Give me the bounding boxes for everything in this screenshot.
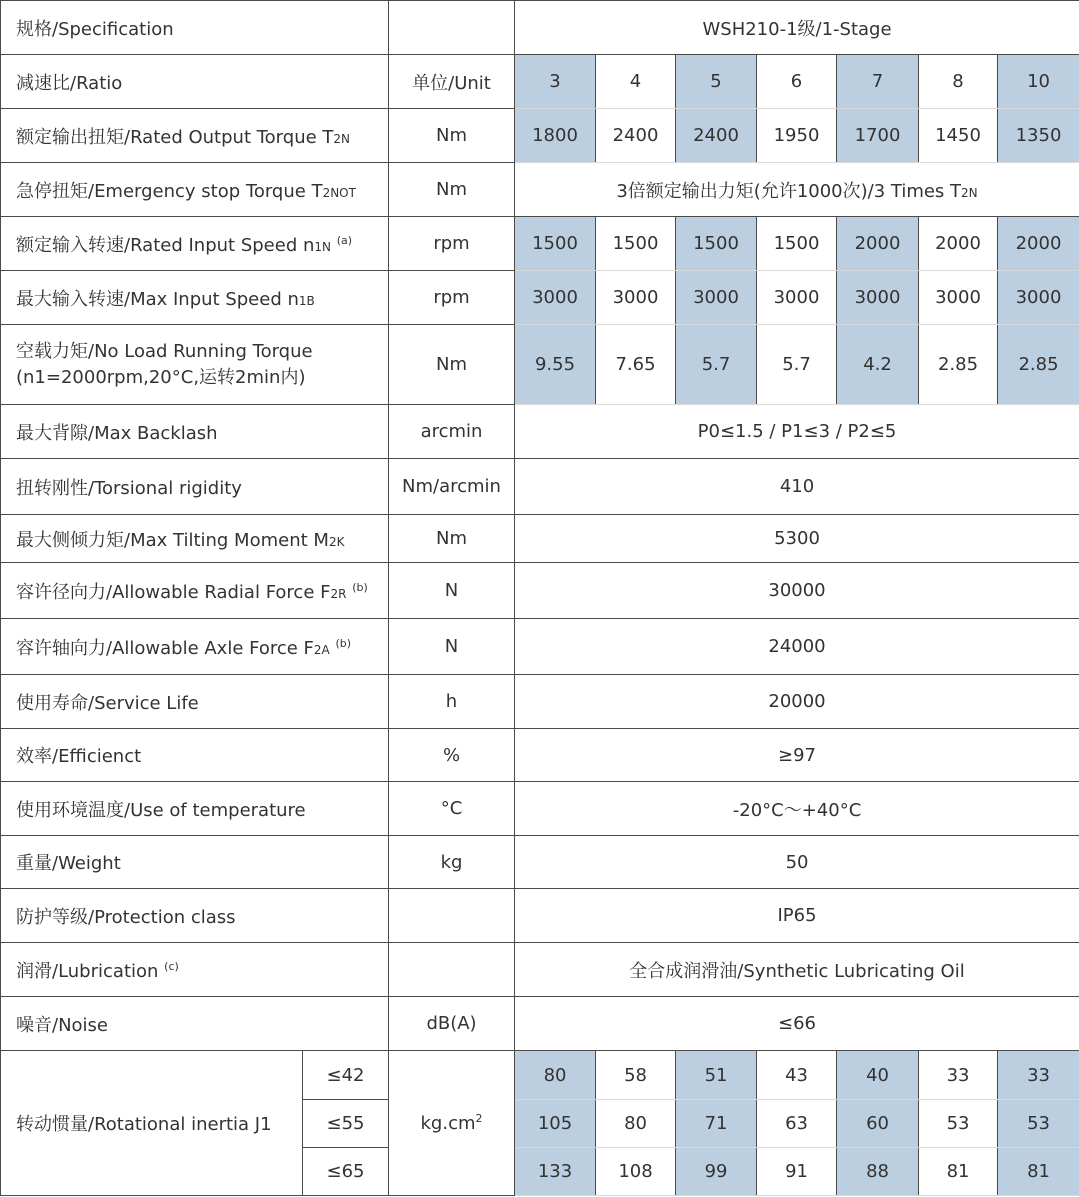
life-label: 使用寿命/Service Life xyxy=(1,675,389,729)
max-speed-cell: 3000 xyxy=(596,271,676,325)
ratio-unit: 单位/Unit xyxy=(389,55,515,109)
rated-torque-cell: 2400 xyxy=(676,109,757,163)
temperature-label: 使用环境温度/Use of temperature xyxy=(1,782,389,836)
ratio-cell: 3 xyxy=(515,55,596,109)
inertia-cell: 133 xyxy=(515,1148,596,1196)
lubrication-unit xyxy=(389,943,515,997)
no-load-cell: 4.2 xyxy=(837,325,919,405)
inertia-cell: 60 xyxy=(837,1100,919,1148)
inertia-cell: 43 xyxy=(757,1051,837,1100)
rated-speed-cell: 1500 xyxy=(596,217,676,271)
radial-value: 30000 xyxy=(515,563,1079,619)
ratio-cell: 6 xyxy=(757,55,837,109)
radial-label: 容许径向力/Allowable Radial Force F2R $^{(b)}$ xyxy=(1,563,389,619)
weight-label: 重量/Weight xyxy=(1,836,389,889)
tilting-value: 5300 xyxy=(515,515,1079,563)
row-ratio xyxy=(1,55,1079,109)
backlash-label: 最大背隙/Max Backlash xyxy=(1,405,389,459)
row-specification xyxy=(1,1,1079,55)
axial-label: 容许轴向力/Allowable Axle Force F2A $^{(b)}$ xyxy=(1,619,389,675)
rated-speed-cell: 1500 xyxy=(676,217,757,271)
noise-value: ≤66 xyxy=(515,997,1079,1051)
no-load-cell: 7.65 xyxy=(596,325,676,405)
max-speed-cell: 3000 xyxy=(998,271,1079,325)
ratio-cell: 5 xyxy=(676,55,757,109)
row-efficiency xyxy=(1,729,1079,782)
emergency-torque-label: 急停扭矩/Emergency stop Torque T2NOT xyxy=(1,163,389,217)
rated-torque-cell: 2400 xyxy=(596,109,676,163)
inertia-size: ≤42 xyxy=(303,1051,389,1100)
row-torsional xyxy=(1,459,1079,515)
torsional-unit: Nm/arcmin xyxy=(389,459,515,515)
no-load-cell: 2.85 xyxy=(919,325,998,405)
rated-speed-label: 额定输入转速/Rated Input Speed n1N $^{(a)}$ xyxy=(1,217,389,271)
row-weight xyxy=(1,836,1079,889)
rated-torque-cell: 1800 xyxy=(515,109,596,163)
inertia-cell: 53 xyxy=(919,1100,998,1148)
lubrication-value: 全合成润滑油/Synthetic Lubricating Oil xyxy=(515,943,1079,997)
life-unit: h xyxy=(389,675,515,729)
weight-value: 50 xyxy=(515,836,1079,889)
tilting-unit: Nm xyxy=(389,515,515,563)
max-speed-unit: rpm xyxy=(389,271,515,325)
life-value: 20000 xyxy=(515,675,1079,729)
rated-speed-unit: rpm xyxy=(389,217,515,271)
row-temperature xyxy=(1,782,1079,836)
ratio-label: 减速比/Ratio xyxy=(1,55,389,109)
weight-unit: kg xyxy=(389,836,515,889)
row-inertia xyxy=(1,1051,1079,1100)
no-load-cell: 5.7 xyxy=(757,325,837,405)
rated-torque-cell: 1950 xyxy=(757,109,837,163)
backlash-unit: arcmin xyxy=(389,405,515,459)
torsional-label: 扭转刚性/Torsional rigidity xyxy=(1,459,389,515)
inertia-cell: 33 xyxy=(998,1051,1079,1100)
row-backlash xyxy=(1,405,1079,459)
no-load-label: 空载力矩/No Load Running Torque (n1=2000rpm,20°C,运转2min内) xyxy=(1,325,389,405)
inertia-cell: 105 xyxy=(515,1100,596,1148)
max-speed-cell: 3000 xyxy=(757,271,837,325)
inertia-cell: 80 xyxy=(515,1051,596,1100)
axial-unit: N xyxy=(389,619,515,675)
efficiency-value: ≥97 xyxy=(515,729,1079,782)
row-service-life xyxy=(1,675,1079,729)
max-speed-label: 最大输入转速/Max Input Speed n1B xyxy=(1,271,389,325)
inertia-cell: 108 xyxy=(596,1148,676,1196)
rated-speed-cell: 2000 xyxy=(919,217,998,271)
no-load-cell: 2.85 xyxy=(998,325,1079,405)
row-radial-force xyxy=(1,563,1079,619)
inertia-cell: 81 xyxy=(998,1148,1079,1196)
rated-speed-cell: 2000 xyxy=(998,217,1079,271)
max-speed-cell: 3000 xyxy=(919,271,998,325)
row-rated-torque xyxy=(1,109,1079,163)
rated-speed-cell: 2000 xyxy=(837,217,919,271)
inertia-cell: 88 xyxy=(837,1148,919,1196)
noise-unit: dB(A) xyxy=(389,997,515,1051)
rated-torque-cell: 1350 xyxy=(998,109,1079,163)
rated-torque-cell: 1450 xyxy=(919,109,998,163)
inertia-cell: 53 xyxy=(998,1100,1079,1148)
inertia-cell: 91 xyxy=(757,1148,837,1196)
inertia-size: ≤65 xyxy=(303,1148,389,1196)
inertia-cell: 81 xyxy=(919,1148,998,1196)
rated-speed-cell: 1500 xyxy=(515,217,596,271)
row-protection xyxy=(1,889,1079,943)
inertia-cell: 58 xyxy=(596,1051,676,1100)
no-load-cell: 5.7 xyxy=(676,325,757,405)
torsional-value: 410 xyxy=(515,459,1079,515)
backlash-value: P0≤1.5 / P1≤3 / P2≤5 xyxy=(515,405,1079,459)
ratio-cell: 10 xyxy=(998,55,1079,109)
row-axial-force xyxy=(1,619,1079,675)
ratio-cell: 8 xyxy=(919,55,998,109)
inertia-cell: 63 xyxy=(757,1100,837,1148)
temperature-value: -20°C～+40°C xyxy=(515,782,1079,836)
protection-value: IP65 xyxy=(515,889,1079,943)
rated-torque-cell: 1700 xyxy=(837,109,919,163)
max-speed-cell: 3000 xyxy=(515,271,596,325)
rated-speed-cell: 1500 xyxy=(757,217,837,271)
radial-unit: N xyxy=(389,563,515,619)
ratio-cell: 4 xyxy=(596,55,676,109)
row-noise xyxy=(1,997,1079,1051)
inertia-size: ≤55 xyxy=(303,1100,389,1148)
efficiency-unit: % xyxy=(389,729,515,782)
emergency-torque-unit: Nm xyxy=(389,163,515,217)
temperature-unit: °C xyxy=(389,782,515,836)
inertia-unit: $kg.cm^2$ xyxy=(389,1051,515,1196)
inertia-cell: 99 xyxy=(676,1148,757,1196)
row-lubrication xyxy=(1,943,1079,997)
ratio-cell: 7 xyxy=(837,55,919,109)
axial-value: 24000 xyxy=(515,619,1079,675)
efficiency-label: 效率/Efficienct xyxy=(1,729,389,782)
protection-unit xyxy=(389,889,515,943)
lubrication-label: 润滑/Lubrication $^{(c)}$ xyxy=(1,943,389,997)
row-emergency-torque xyxy=(1,163,1079,217)
no-load-cell: 9.55 xyxy=(515,325,596,405)
spec-value: WSH210-1级/1-Stage xyxy=(515,1,1079,55)
inertia-cell: 40 xyxy=(837,1051,919,1100)
row-tilting xyxy=(1,515,1079,563)
inertia-cell: 51 xyxy=(676,1051,757,1100)
inertia-cell: 33 xyxy=(919,1051,998,1100)
row-max-speed xyxy=(1,271,1079,325)
row-no-load-torque xyxy=(1,325,1079,405)
inertia-label: 转动惯量/Rotational inertia J1 xyxy=(1,1051,303,1196)
inertia-cell: 71 xyxy=(676,1100,757,1148)
max-speed-cell: 3000 xyxy=(676,271,757,325)
rated-torque-label: 额定输出扭矩/Rated Output Torque T2N xyxy=(1,109,389,163)
protection-label: 防护等级/Protection class xyxy=(1,889,389,943)
rated-torque-unit: Nm xyxy=(389,109,515,163)
max-speed-cell: 3000 xyxy=(837,271,919,325)
tilting-label: 最大侧倾力矩/Max Tilting Moment M2K xyxy=(1,515,389,563)
emergency-torque-value: 3倍额定输出力矩(允许1000次)/3 Times T2N xyxy=(515,163,1079,217)
spec-label: 规格/Specification xyxy=(1,1,389,55)
row-rated-speed xyxy=(1,217,1079,271)
inertia-cell: 80 xyxy=(596,1100,676,1148)
no-load-unit: Nm xyxy=(389,325,515,405)
noise-label: 噪音/Noise xyxy=(1,997,389,1051)
